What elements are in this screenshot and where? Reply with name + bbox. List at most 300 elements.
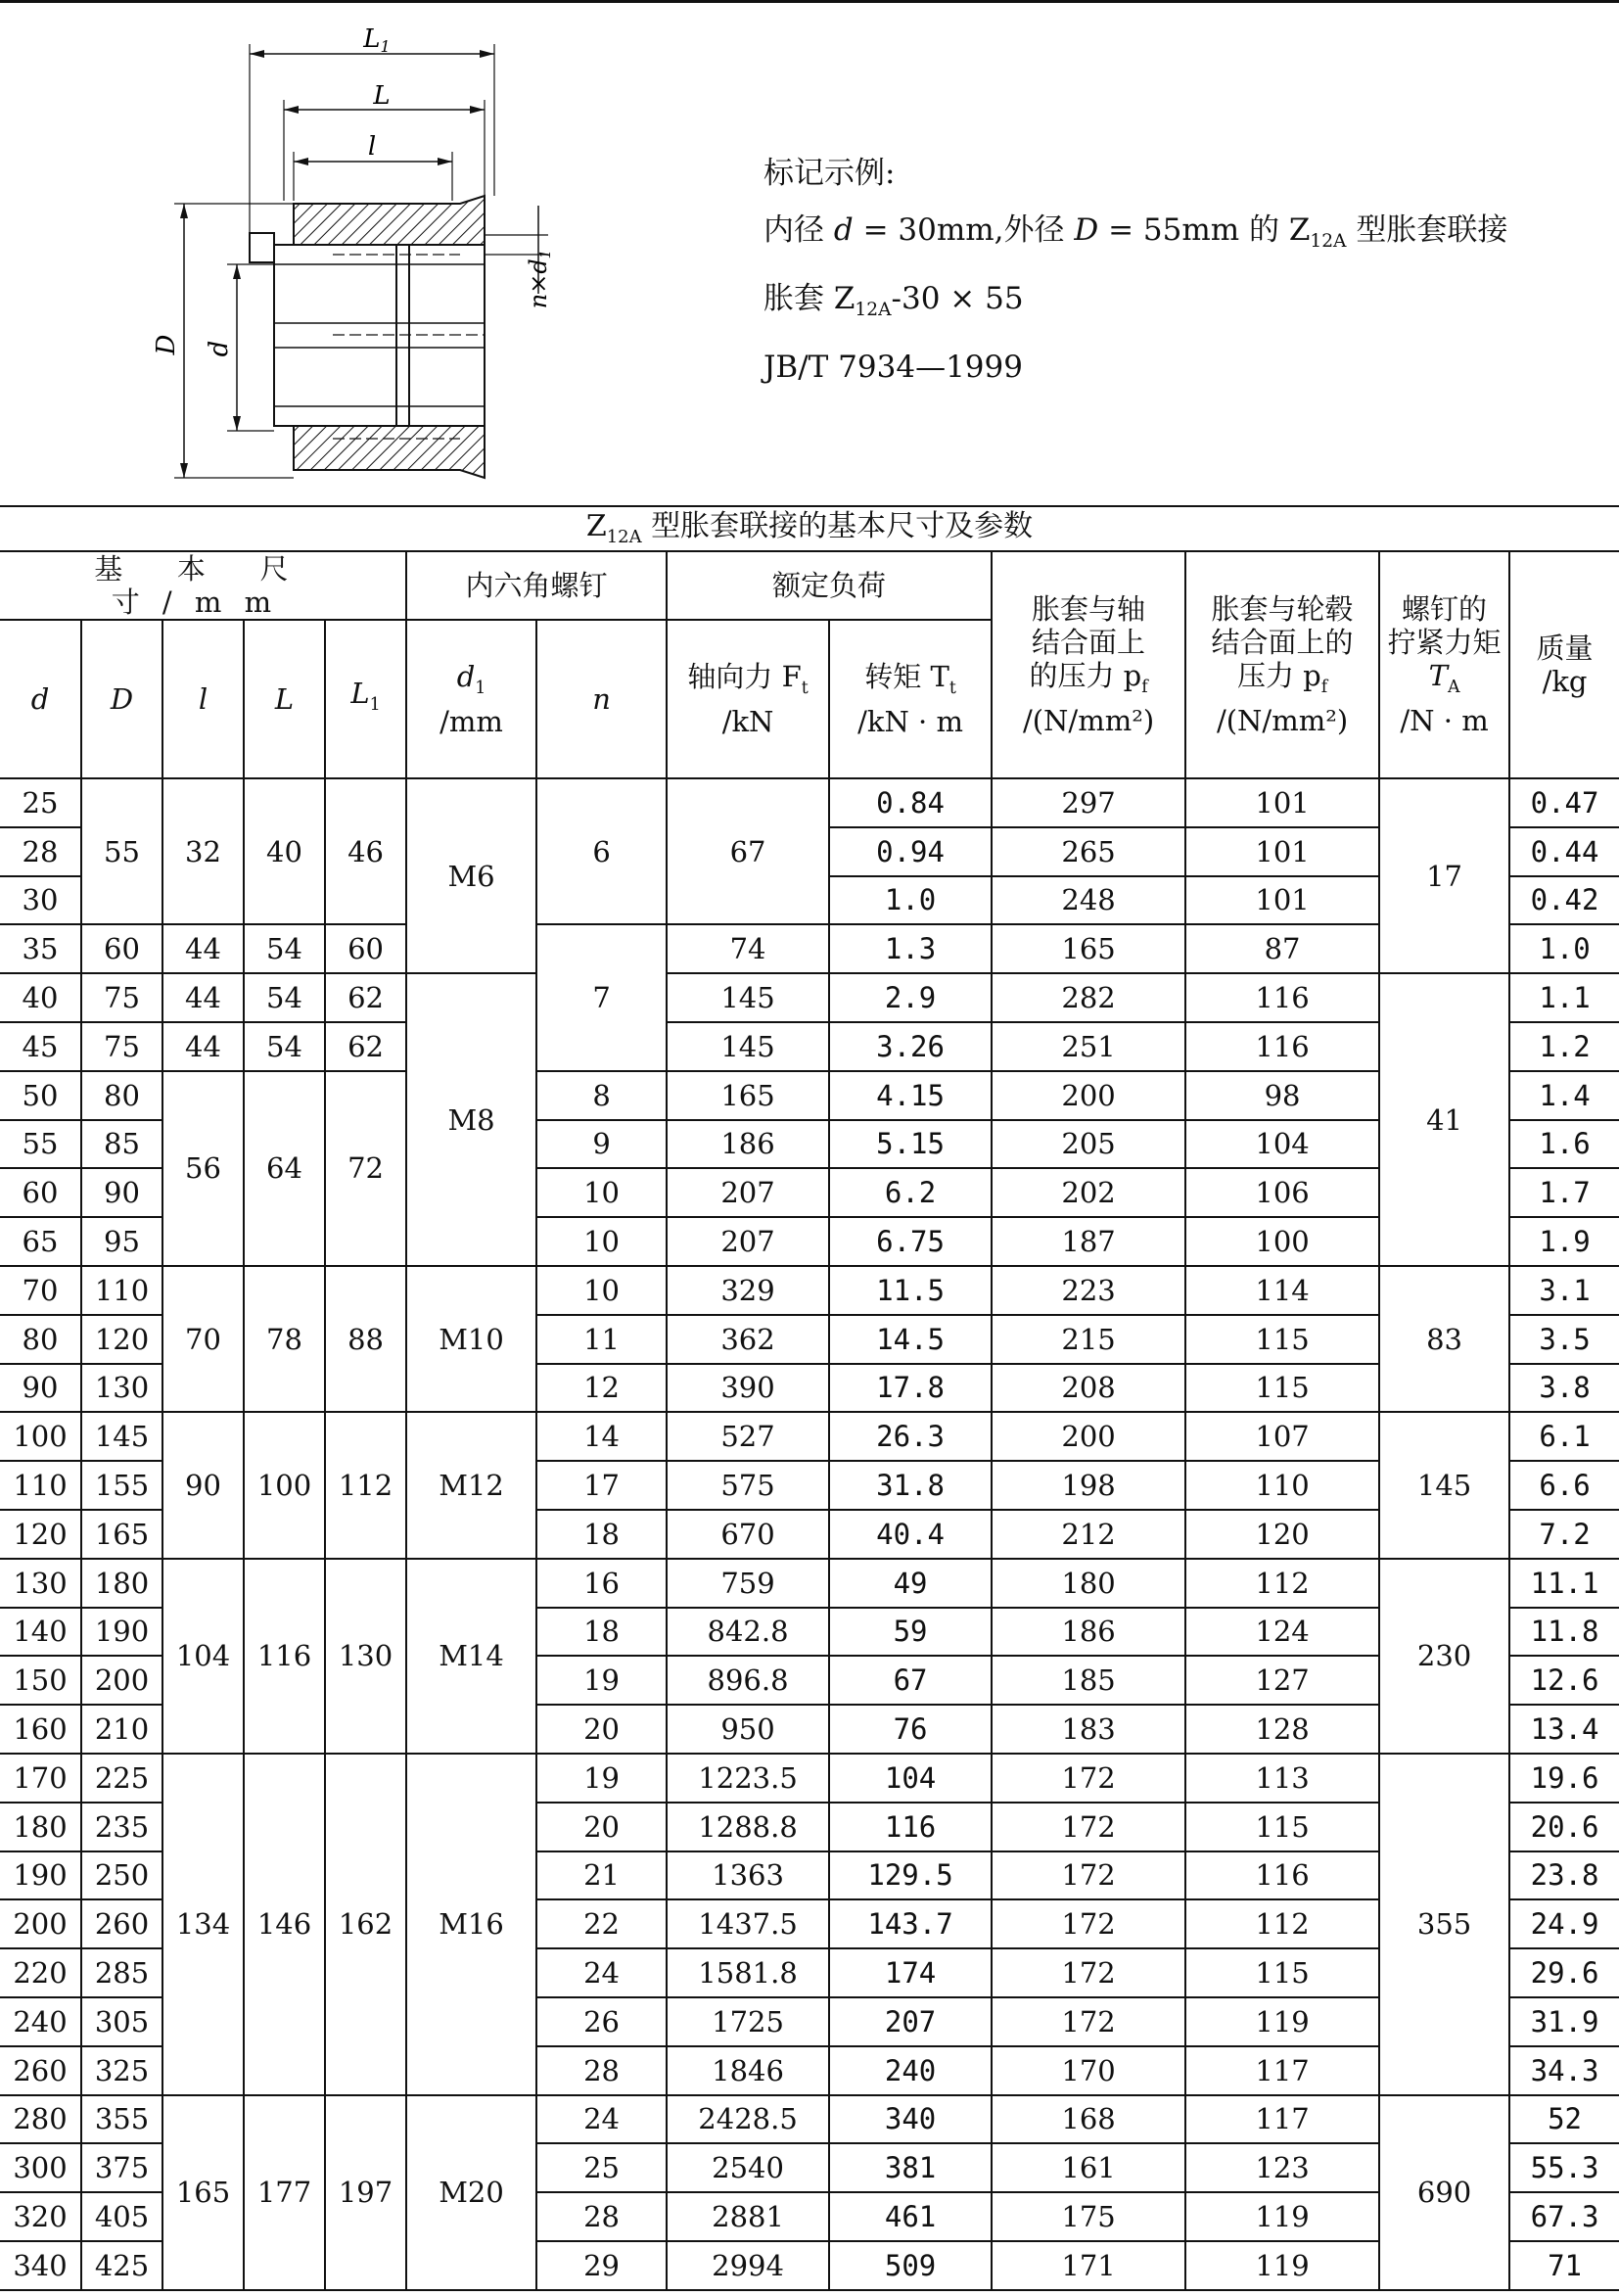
cell-m: 1.9 (1509, 1217, 1619, 1266)
cell-l: 146 (244, 1754, 325, 2095)
cell-d: 90 (0, 1364, 81, 1413)
cell-d: 260 (81, 1899, 162, 1948)
header-tightening-torque: 螺钉的 拧紧力矩 $T_A$ /N · m (1379, 551, 1509, 778)
cell-d1: M16 (406, 1754, 536, 2095)
cell-d: 85 (81, 1120, 162, 1169)
cell-d: 305 (81, 1997, 162, 2046)
cell-m: 1.2 (1509, 1022, 1619, 1071)
cell-n: 10 (536, 1168, 667, 1217)
cell-tt: 104 (829, 1754, 992, 1803)
dim-D: D (152, 334, 181, 355)
cell-d: 55 (81, 778, 162, 924)
dim-L: L (373, 81, 391, 111)
cell-m: 29.6 (1509, 1948, 1619, 1997)
table-row (0, 1022, 1619, 1071)
cell-pf1: 165 (992, 924, 1185, 973)
cell-l1: 60 (325, 924, 406, 973)
cell-pf1: 265 (992, 827, 1185, 876)
cell-l1: 88 (325, 1266, 406, 1412)
cell-n: 22 (536, 1899, 667, 1948)
cell-d: 75 (81, 1022, 162, 1071)
cell-tt: 6.2 (829, 1168, 992, 1217)
cell-d1: M6 (406, 778, 536, 973)
cell-d: 60 (0, 1168, 81, 1217)
cell-m: 52 (1509, 2095, 1619, 2144)
cell-pf2: 112 (1185, 1899, 1379, 1948)
cell-l: 44 (162, 924, 244, 973)
header-screw: 内六角螺钉 (406, 551, 667, 620)
top-rule (0, 0, 1619, 3)
cell-pf2: 112 (1185, 1559, 1379, 1608)
cell-ft: 1725 (667, 1997, 829, 2046)
cell-n: 7 (536, 924, 667, 1070)
cell-m: 24.9 (1509, 1899, 1619, 1948)
cell-d: 240 (0, 1997, 81, 2046)
cell-l: 70 (162, 1266, 244, 1412)
header-d1: $d_1$ /mm (406, 620, 536, 778)
cell-pf2: 104 (1185, 1120, 1379, 1169)
cell-l: 116 (244, 1559, 325, 1754)
cell-n: 6 (536, 778, 667, 924)
header-D: D (81, 620, 162, 778)
title-rule (0, 505, 1619, 507)
cell-pf1: 185 (992, 1656, 1185, 1705)
cell-n: 20 (536, 1803, 667, 1851)
cell-m: 55.3 (1509, 2143, 1619, 2192)
table-row (0, 1754, 1619, 1803)
cell-d: 160 (0, 1705, 81, 1754)
dimension-table (0, 550, 1619, 2291)
cell-ft: 2994 (667, 2241, 829, 2290)
cell-m: 31.9 (1509, 1997, 1619, 2046)
cell-d: 425 (81, 2241, 162, 2290)
cell-pf2: 87 (1185, 924, 1379, 973)
cell-ft: 1363 (667, 1851, 829, 1900)
cell-ft: 362 (667, 1315, 829, 1364)
cell-m: 6.1 (1509, 1412, 1619, 1461)
cell-n: 11 (536, 1315, 667, 1364)
cell-pf1: 171 (992, 2241, 1185, 2290)
dim-l: l (367, 132, 377, 162)
cell-pf1: 205 (992, 1120, 1185, 1169)
header-d: d (0, 620, 81, 778)
cell-ft: 390 (667, 1364, 829, 1413)
cell-d1: M10 (406, 1266, 536, 1412)
cell-m: 3.8 (1509, 1364, 1619, 1413)
cell-l1: 62 (325, 1022, 406, 1071)
cell-n: 10 (536, 1217, 667, 1266)
cell-ft: 1437.5 (667, 1899, 829, 1948)
cell-ft: 145 (667, 973, 829, 1022)
header-pf-hub: 胀套与轮毂 结合面上的 压力 $p_f$ /(N/mm²) (1185, 551, 1379, 778)
cell-ta: 83 (1379, 1266, 1509, 1412)
cell-m: 23.8 (1509, 1851, 1619, 1900)
cell-pf1: 215 (992, 1315, 1185, 1364)
cell-ft: 186 (667, 1120, 829, 1169)
cell-pf1: 186 (992, 1608, 1185, 1657)
cell-d: 120 (0, 1510, 81, 1559)
cell-d: 110 (0, 1461, 81, 1510)
cell-pf1: 223 (992, 1266, 1185, 1315)
cell-pf1: 198 (992, 1461, 1185, 1510)
example-spec: 内径 d = 30mm,外径 D = 55mm 的 $Z_{12A}$ 型胀套联接 (763, 212, 1508, 253)
cell-l: 40 (244, 778, 325, 924)
cell-pf2: 123 (1185, 2143, 1379, 2192)
cell-ft: 67 (667, 778, 829, 924)
cell-pf1: 297 (992, 778, 1185, 827)
cell-n: 9 (536, 1120, 667, 1169)
cell-pf1: 208 (992, 1364, 1185, 1413)
cell-n: 17 (536, 1461, 667, 1510)
table-row (0, 778, 1619, 827)
cell-d: 35 (0, 924, 81, 973)
header-torque: 转矩 $T_t$ /kN · m (829, 620, 992, 778)
cell-m: 1.1 (1509, 973, 1619, 1022)
cell-pf2: 114 (1185, 1266, 1379, 1315)
cell-d: 355 (81, 2095, 162, 2144)
cell-ft: 842.8 (667, 1608, 829, 1657)
cell-n: 19 (536, 1656, 667, 1705)
cell-tt: 76 (829, 1705, 992, 1754)
cell-tt: 31.8 (829, 1461, 992, 1510)
cell-pf1: 172 (992, 1997, 1185, 2046)
cell-tt: 49 (829, 1559, 992, 1608)
cell-l: 44 (162, 1022, 244, 1071)
cell-pf1: 212 (992, 1510, 1185, 1559)
cell-d: 28 (0, 827, 81, 876)
cell-ft: 759 (667, 1559, 829, 1608)
cell-tt: 240 (829, 2046, 992, 2095)
header-rated-load: 额定负荷 (667, 551, 992, 620)
example-designation: 胀套 $Z_{12A}-30 \times 55$ (763, 281, 1024, 321)
cell-m: 0.44 (1509, 827, 1619, 876)
cell-ft: 165 (667, 1071, 829, 1120)
cell-d: 95 (81, 1217, 162, 1266)
cell-d: 120 (81, 1315, 162, 1364)
cell-n: 8 (536, 1071, 667, 1120)
cell-ft: 670 (667, 1510, 829, 1559)
cell-ft: 1223.5 (667, 1754, 829, 1803)
cell-d: 100 (0, 1412, 81, 1461)
cell-tt: 340 (829, 2095, 992, 2144)
cell-pf2: 115 (1185, 1948, 1379, 1997)
cell-d: 200 (0, 1899, 81, 1948)
cell-d1: M12 (406, 1412, 536, 1558)
cell-d: 165 (81, 1510, 162, 1559)
cell-d: 50 (0, 1071, 81, 1120)
cell-pf2: 119 (1185, 1997, 1379, 2046)
cell-d: 80 (0, 1315, 81, 1364)
cell-d: 40 (0, 973, 81, 1022)
cell-pf2: 110 (1185, 1461, 1379, 1510)
cell-ft: 2881 (667, 2192, 829, 2241)
cell-d: 80 (81, 1071, 162, 1120)
cell-tt: 143.7 (829, 1899, 992, 1948)
cell-d: 300 (0, 2143, 81, 2192)
cell-d: 260 (0, 2046, 81, 2095)
cell-ta: 355 (1379, 1754, 1509, 2095)
cell-l1: 72 (325, 1071, 406, 1266)
cell-l: 100 (244, 1412, 325, 1558)
header-n: n (536, 620, 667, 778)
cell-d: 130 (0, 1559, 81, 1608)
cell-tt: 40.4 (829, 1510, 992, 1559)
cell-d1: M8 (406, 973, 536, 1266)
cell-m: 1.4 (1509, 1071, 1619, 1120)
cell-n: 25 (536, 2143, 667, 2192)
cell-l: 64 (244, 1071, 325, 1266)
cell-ta: 690 (1379, 2095, 1509, 2290)
cell-d: 405 (81, 2192, 162, 2241)
cell-m: 34.3 (1509, 2046, 1619, 2095)
cell-l: 56 (162, 1071, 244, 1266)
header-l: l (162, 620, 244, 778)
cell-d: 25 (0, 778, 81, 827)
cell-ft: 950 (667, 1705, 829, 1754)
table-row (0, 924, 1619, 973)
cell-pf2: 127 (1185, 1656, 1379, 1705)
cell-tt: 174 (829, 1948, 992, 1997)
cell-n: 24 (536, 1948, 667, 1997)
cell-pf1: 172 (992, 1948, 1185, 1997)
cell-pf1: 172 (992, 1899, 1185, 1948)
table-row (0, 1559, 1619, 1608)
cell-tt: 1.0 (829, 876, 992, 925)
cell-d: 320 (0, 2192, 81, 2241)
cell-n: 21 (536, 1851, 667, 1900)
cell-pf2: 119 (1185, 2192, 1379, 2241)
cell-pf2: 119 (1185, 2241, 1379, 2290)
cell-pf2: 116 (1185, 1851, 1379, 1900)
cell-tt: 509 (829, 2241, 992, 2290)
example-standard: JB/T 7934—1999 (763, 350, 1023, 386)
cell-m: 13.4 (1509, 1705, 1619, 1754)
cell-pf2: 107 (1185, 1412, 1379, 1461)
cell-pf1: 180 (992, 1559, 1185, 1608)
table-row (0, 1412, 1619, 1461)
cell-tt: 0.84 (829, 778, 992, 827)
cell-pf2: 101 (1185, 827, 1379, 876)
cell-l1: 130 (325, 1559, 406, 1754)
cell-l1: 62 (325, 973, 406, 1022)
cell-l: 165 (162, 2095, 244, 2290)
cell-ft: 575 (667, 1461, 829, 1510)
cell-m: 1.7 (1509, 1168, 1619, 1217)
cell-ft: 1288.8 (667, 1803, 829, 1851)
table-row (0, 973, 1619, 1022)
cell-d: 110 (81, 1266, 162, 1315)
cell-d: 60 (81, 924, 162, 973)
header-L1: $L_1$ (325, 620, 406, 778)
cell-ft: 896.8 (667, 1656, 829, 1705)
cell-d: 325 (81, 2046, 162, 2095)
cell-m: 3.1 (1509, 1266, 1619, 1315)
cell-d: 340 (0, 2241, 81, 2290)
cell-n: 24 (536, 2095, 667, 2144)
cell-m: 1.0 (1509, 924, 1619, 973)
cell-pf2: 124 (1185, 1608, 1379, 1657)
cell-pf1: 172 (992, 1851, 1185, 1900)
cell-d: 55 (0, 1120, 81, 1169)
cell-pf2: 117 (1185, 2046, 1379, 2095)
dim-n-x-d1: n×d1 (525, 249, 554, 309)
table-row (0, 2095, 1619, 2144)
cell-d: 140 (0, 1608, 81, 1657)
cell-tt: 67 (829, 1656, 992, 1705)
cell-tt: 0.94 (829, 827, 992, 876)
cell-d: 65 (0, 1217, 81, 1266)
cell-d: 155 (81, 1461, 162, 1510)
cell-tt: 26.3 (829, 1412, 992, 1461)
cell-m: 7.2 (1509, 1510, 1619, 1559)
cell-d: 130 (81, 1364, 162, 1413)
cell-n: 18 (536, 1510, 667, 1559)
cell-pf1: 282 (992, 973, 1185, 1022)
cell-d: 190 (81, 1608, 162, 1657)
cell-l: 104 (162, 1559, 244, 1754)
cell-d: 280 (0, 2095, 81, 2144)
table-body (0, 778, 1619, 2290)
cell-m: 0.47 (1509, 778, 1619, 827)
dim-d: d (205, 340, 234, 357)
cell-pf1: 168 (992, 2095, 1185, 2144)
cell-d: 150 (0, 1656, 81, 1705)
cell-ft: 1581.8 (667, 1948, 829, 1997)
cell-d: 45 (0, 1022, 81, 1071)
cell-n: 10 (536, 1266, 667, 1315)
cell-pf2: 106 (1185, 1168, 1379, 1217)
cell-d: 145 (81, 1412, 162, 1461)
cell-m: 12.6 (1509, 1656, 1619, 1705)
cell-n: 20 (536, 1705, 667, 1754)
cell-pf2: 115 (1185, 1315, 1379, 1364)
cell-pf2: 101 (1185, 778, 1379, 827)
cell-d: 285 (81, 1948, 162, 1997)
cell-pf1: 172 (992, 1803, 1185, 1851)
cell-ft: 207 (667, 1217, 829, 1266)
cell-pf1: 248 (992, 876, 1185, 925)
cell-pf2: 116 (1185, 973, 1379, 1022)
cell-ta: 17 (1379, 778, 1509, 973)
cell-m: 6.6 (1509, 1461, 1619, 1510)
cell-l: 177 (244, 2095, 325, 2290)
cell-pf1: 175 (992, 2192, 1185, 2241)
cell-pf2: 115 (1185, 1803, 1379, 1851)
cell-pf2: 128 (1185, 1705, 1379, 1754)
cell-pf2: 113 (1185, 1754, 1379, 1803)
cell-m: 20.6 (1509, 1803, 1619, 1851)
header-mass: 质量 /kg (1509, 551, 1619, 778)
cell-tt: 129.5 (829, 1851, 992, 1900)
cell-d: 30 (0, 876, 81, 925)
cell-d: 235 (81, 1803, 162, 1851)
cell-pf1: 187 (992, 1217, 1185, 1266)
cell-n: 26 (536, 1997, 667, 2046)
cell-pf1: 172 (992, 1754, 1185, 1803)
cell-l: 78 (244, 1266, 325, 1412)
cell-d: 375 (81, 2143, 162, 2192)
cell-d: 250 (81, 1851, 162, 1900)
cell-d: 170 (0, 1754, 81, 1803)
cell-pf1: 161 (992, 2143, 1185, 2192)
cell-ft: 2428.5 (667, 2095, 829, 2144)
cell-l: 44 (162, 973, 244, 1022)
cell-d: 220 (0, 1948, 81, 1997)
cell-pf1: 202 (992, 1168, 1185, 1217)
cell-l1: 46 (325, 778, 406, 924)
header-axial-force: 轴向力 $F_t$ /kN (667, 620, 829, 778)
cell-n: 18 (536, 1608, 667, 1657)
cell-n: 14 (536, 1412, 667, 1461)
cell-d: 210 (81, 1705, 162, 1754)
marking-example (763, 145, 1507, 396)
cell-tt: 116 (829, 1803, 992, 1851)
cell-l: 90 (162, 1412, 244, 1558)
cell-l: 54 (244, 973, 325, 1022)
cell-d: 200 (81, 1656, 162, 1705)
table-row (0, 1266, 1619, 1315)
cell-d1: M20 (406, 2095, 536, 2290)
cell-tt: 1.3 (829, 924, 992, 973)
cell-n: 16 (536, 1559, 667, 1608)
cell-l1: 197 (325, 2095, 406, 2290)
cell-d: 190 (0, 1851, 81, 1900)
cell-d: 180 (0, 1803, 81, 1851)
cell-m: 1.6 (1509, 1120, 1619, 1169)
cell-m: 67.3 (1509, 2192, 1619, 2241)
cell-tt: 11.5 (829, 1266, 992, 1315)
cell-m: 19.6 (1509, 1754, 1619, 1803)
cell-ft: 145 (667, 1022, 829, 1071)
cell-pf2: 101 (1185, 876, 1379, 925)
cell-m: 11.8 (1509, 1608, 1619, 1657)
cell-tt: 3.26 (829, 1022, 992, 1071)
cell-ft: 329 (667, 1266, 829, 1315)
cell-tt: 6.75 (829, 1217, 992, 1266)
cell-tt: 59 (829, 1608, 992, 1657)
cell-pf2: 100 (1185, 1217, 1379, 1266)
cell-tt: 461 (829, 2192, 992, 2241)
cell-l1: 112 (325, 1412, 406, 1558)
cell-tt: 2.9 (829, 973, 992, 1022)
cell-tt: 5.15 (829, 1120, 992, 1169)
cell-m: 11.1 (1509, 1559, 1619, 1608)
cell-pf2: 115 (1185, 1364, 1379, 1413)
cell-m: 0.42 (1509, 876, 1619, 925)
cell-pf1: 170 (992, 2046, 1185, 2095)
cell-n: 29 (536, 2241, 667, 2290)
table-title: $Z_{12A}$ 型胀套联接的基本尺寸及参数 (0, 505, 1619, 559)
cell-n: 12 (536, 1364, 667, 1413)
cell-pf2: 98 (1185, 1071, 1379, 1120)
cell-tt: 17.8 (829, 1364, 992, 1413)
cell-ft: 1846 (667, 2046, 829, 2095)
cell-pf2: 116 (1185, 1022, 1379, 1071)
cell-pf2: 120 (1185, 1510, 1379, 1559)
cell-ta: 41 (1379, 973, 1509, 1266)
expansion-sleeve-drawing (147, 10, 597, 499)
cell-ft: 74 (667, 924, 829, 973)
cell-pf2: 117 (1185, 2095, 1379, 2144)
cell-d: 225 (81, 1754, 162, 1803)
cell-pf1: 183 (992, 1705, 1185, 1754)
cell-d: 75 (81, 973, 162, 1022)
header-pf-shaft: 胀套与轴 结合面上 的压力 $p_f$ /(N/mm²) (992, 551, 1185, 778)
cell-d1: M14 (406, 1559, 536, 1754)
header-basic-dims: 基 本 尺 寸/mm (0, 551, 406, 620)
cell-l: 134 (162, 1754, 244, 2095)
cell-m: 3.5 (1509, 1315, 1619, 1364)
